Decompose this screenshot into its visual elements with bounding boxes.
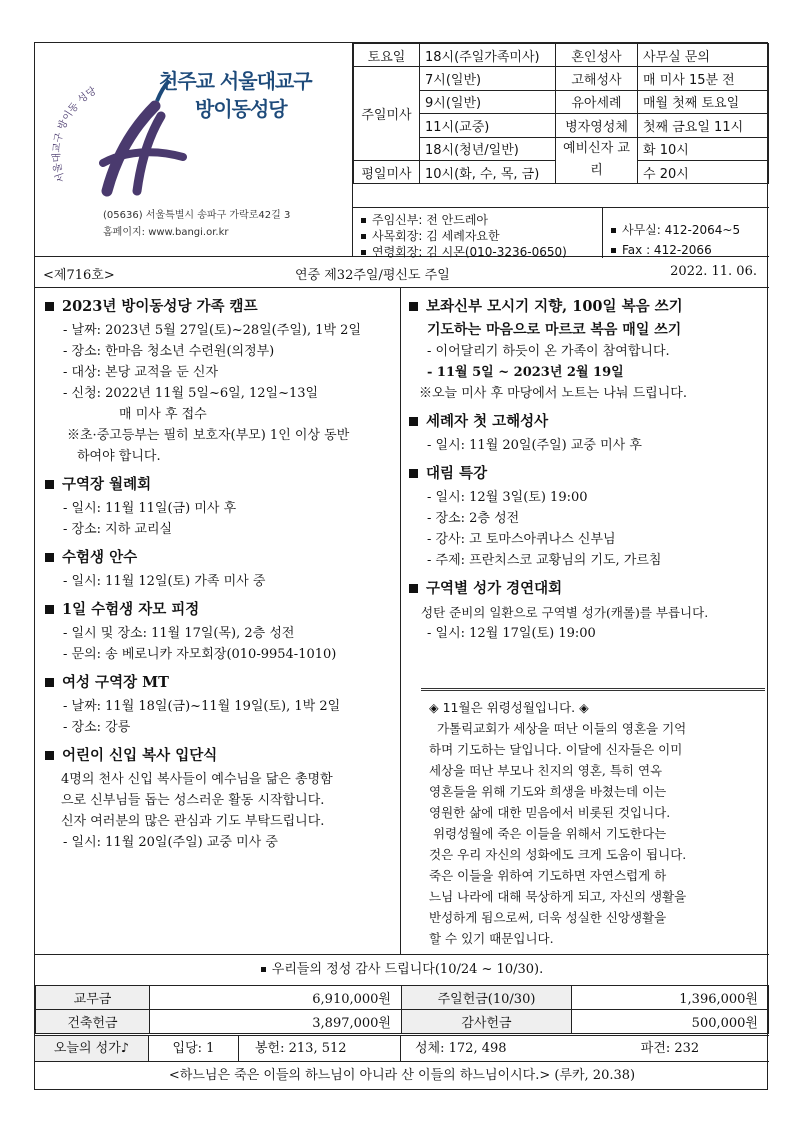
service-label: 고해성사	[556, 67, 638, 90]
offering-label: 교무금	[36, 986, 150, 1010]
notice-line: - 일시: 11월 11일(금) 미사 후	[63, 501, 237, 516]
offering-table	[35, 985, 769, 1034]
notice-title: 세례자 첫 고해성사	[409, 411, 763, 432]
sunday-mass-label: 주일미사	[354, 67, 420, 161]
notice-gospel-writing	[409, 296, 763, 404]
notice-line: - 장소: 강릉	[63, 720, 131, 735]
offering-value: 6,910,000원	[150, 986, 402, 1010]
square-bullet-icon	[409, 302, 418, 311]
office-contacts	[603, 208, 769, 260]
notice-note: 하여야 합니다.	[77, 449, 161, 464]
logo-curved-text: 서울대교구 방이동 성당	[51, 85, 99, 184]
notice-line: - 일시: 12월 3일(토) 19:00	[427, 490, 588, 505]
sunday-time: 11시(교중)	[420, 114, 556, 137]
notice-district-meeting	[45, 474, 394, 540]
saturday-label: 토요일	[354, 44, 420, 67]
saturday-time: 18시(주일가족미사)	[420, 44, 556, 67]
notice-line: - 일시 및 장소: 11월 17일(목), 2층 성전	[63, 626, 295, 641]
notice-first-confession	[409, 411, 763, 456]
box-line: 하며 기도하는 달입니다. 이달에 신자들은 이미	[429, 742, 683, 757]
square-bullet-icon	[409, 469, 418, 478]
scripture-quote: <하느님은 죽은 이들의 하느님이 아니라 산 이들의 하느님이시다.> (루카, 20.38)	[35, 1061, 769, 1091]
catechumen-time: 수 20시	[638, 160, 769, 183]
staff-item: 사목회장: 김 세례자요한	[361, 228, 602, 244]
contact-info	[353, 207, 769, 257]
notice-carol-contest	[409, 578, 763, 644]
box-line: 세상을 떠난 부모나 친지의 영혼, 특히 연옥	[429, 763, 663, 778]
table-row	[36, 986, 769, 1010]
notice-line: - 문의: 송 베로니카 자모회장(010-9954-1010)	[63, 647, 337, 662]
box-line: 영혼들을 위해 기도와 희생을 바쳤는데 이는	[429, 784, 667, 799]
notice-title: 1일 수험생 자모 피정	[45, 599, 394, 620]
issue-date: 2022. 11. 06.	[670, 264, 757, 279]
notice-note: ※초·중고등부는 필히 보호자(부모) 1인 이상 동반	[67, 428, 350, 443]
square-bullet-icon	[409, 584, 418, 593]
notice-title: 수험생 안수	[45, 547, 394, 568]
notice-title: 구역장 월례회	[45, 474, 394, 495]
office-phone: 사무실: 412-2064~5	[611, 220, 769, 240]
box-line: 느님 나라에 대해 묵상하게 되고, 자신의 생활을	[429, 889, 687, 904]
notice-line: - 날짜: 11월 18일(금)~11월 19일(토), 1박 2일	[63, 699, 341, 714]
notice-line: - 강사: 고 토마스아퀴나스 신부님	[427, 532, 616, 547]
offering-thanks: 우리들의 정성 감사 드립니다(10/24 ~ 10/30).	[35, 954, 769, 985]
notice-paragraph: 으로 신부님들 돕는 성스러운 활동 시작합니다.	[61, 793, 325, 808]
square-bullet-icon	[361, 234, 366, 239]
parish-name-line2: 방이동성당	[195, 97, 287, 121]
service-value: 첫째 금요일 11시	[638, 114, 769, 137]
notice-parents-retreat	[45, 599, 394, 665]
issue-title: 연중 제32주일/평신도 주일	[295, 268, 450, 283]
notice-altar-servers	[45, 745, 394, 853]
issue-number: <제716호>	[43, 268, 115, 283]
square-bullet-icon	[611, 228, 616, 233]
bulletin-page	[34, 42, 768, 1090]
offering-value: 3,897,000원	[150, 1010, 402, 1034]
square-bullet-icon	[409, 417, 418, 426]
notice-title: 여성 구역장 MT	[45, 672, 394, 693]
sunday-time: 18시(청년/일반)	[420, 137, 556, 160]
offering-label: 건축헌금	[36, 1010, 150, 1034]
box-line: 것은 우리 자신의 성화에도 크게 도움이 됩니다.	[429, 847, 687, 862]
notice-title: 보좌신부 모시기 지향, 100일 복음 쓰기	[409, 296, 763, 317]
box-line: 할 수 있기 때문입니다.	[429, 931, 554, 946]
offering-label: 감사헌금	[402, 1010, 572, 1034]
square-bullet-icon	[45, 302, 54, 311]
notice-paragraph: 4명의 천사 신입 복사들이 예수님을 닮은 총명함	[61, 772, 333, 787]
service-value: 매 미사 15분 전	[638, 67, 769, 90]
hymn-offertory: 봉헌: 213, 512	[239, 1036, 401, 1062]
notice-line: - 일시: 11월 12일(토) 가족 미사 중	[63, 574, 266, 589]
sunday-time: 9시(일반)	[420, 90, 556, 113]
notice-title: 구역별 성가 경연대회	[409, 578, 763, 599]
square-bullet-icon	[261, 967, 266, 972]
staff-item: 주임신부: 전 안드레아	[361, 212, 602, 228]
weekday-time: 10시(화, 수, 목, 금)	[420, 160, 556, 183]
notice-line: - 날짜: 2023년 5월 27일(토)~28일(주일), 1박 2일	[63, 323, 361, 338]
hymns-row	[35, 1035, 769, 1061]
catechumen-time: 화 10시	[638, 137, 769, 160]
service-label: 혼인성사	[556, 44, 638, 67]
notice-line: - 주제: 프란치스코 교황님의 기도, 가르침	[427, 553, 662, 568]
square-bullet-icon	[45, 553, 54, 562]
parish-address: (05636) 서울특별시 송파구 가락로42길 3	[103, 210, 291, 221]
square-bullet-icon	[361, 218, 366, 223]
box-line: 가톨릭교회가 세상을 떠난 이들의 영혼을 기억	[429, 721, 687, 736]
notice-line: 매 미사 후 접수	[119, 407, 207, 422]
notice-line: - 대상: 본당 교적을 둔 신자	[63, 365, 219, 380]
notice-title: 어린이 신입 복사 입단식	[45, 745, 394, 766]
right-column	[401, 288, 769, 954]
table-row	[36, 1010, 769, 1034]
left-column	[35, 288, 401, 954]
staff-list	[353, 208, 603, 258]
offering-value: 500,000원	[572, 1010, 769, 1034]
square-bullet-icon	[45, 480, 54, 489]
mass-schedule-table	[353, 43, 769, 184]
issue-bar	[35, 257, 769, 288]
box-line: 죽은 이들을 위하여 기도하면 자연스럽게 하	[429, 868, 667, 883]
catechumen-label: 예비신자 교리	[556, 137, 638, 184]
hymn-dismissal: 파견: 232	[640, 1041, 700, 1056]
service-label: 병자영성체	[556, 114, 638, 137]
sunday-time: 7시(일반)	[420, 67, 556, 90]
service-label: 유아세례	[556, 90, 638, 113]
notice-subtitle: 기도하는 마음으로 마르코 복음 매일 쓰기	[427, 322, 682, 338]
all-souls-month-box	[421, 688, 765, 949]
hymn-communion: 성체: 172, 498	[415, 1041, 507, 1056]
weekday-mass-label: 평일미사	[354, 160, 420, 183]
offering-value: 1,396,000원	[572, 986, 769, 1010]
notice-note: ※오늘 미사 후 마당에서 노트는 나눠 드립니다.	[419, 386, 687, 401]
notice-line: - 장소: 지하 교리실	[63, 522, 173, 537]
square-bullet-icon	[45, 678, 54, 687]
notice-advent-lecture	[409, 463, 763, 571]
square-bullet-icon	[45, 605, 54, 614]
notice-title: 대림 특강	[409, 463, 763, 484]
service-value: 매월 첫째 토요일	[638, 90, 769, 113]
service-value: 사무실 문의	[638, 44, 769, 67]
hymn-entrance: 입당: 1	[149, 1036, 239, 1062]
notice-paragraph: 신자 여러분의 많은 관심과 기도 부탁드립니다.	[61, 814, 325, 829]
notice-line: - 11월 5일 ~ 2023년 2월 19일	[427, 365, 624, 380]
box-title: ◈ 11월은 위령성월입니다. ◈	[429, 700, 589, 715]
office-fax: Fax : 412-2066	[611, 240, 769, 260]
parish-homepage: 홈페이지: www.bangi.or.kr	[103, 227, 229, 238]
parish-name-line1: 천주교 서울대교구	[159, 69, 312, 93]
notice-line: - 일시: 12월 17일(토) 19:00	[427, 626, 596, 641]
notice-paragraph: 성탄 준비의 일환으로 구역별 성가(캐롤)를 부릅니다.	[421, 605, 709, 620]
box-line: 영원한 삶에 대한 믿음에서 비롯된 것입니다.	[429, 805, 671, 820]
notice-line: - 일시: 11월 20일(주일) 교중 미사 중	[63, 835, 278, 850]
parish-logo-area	[35, 43, 353, 257]
notice-line: - 일시: 11월 20일(주일) 교중 미사 후	[427, 438, 642, 453]
offering-label: 주일헌금(10/30)	[402, 986, 572, 1010]
square-bullet-icon	[361, 250, 366, 255]
notice-line: - 신청: 2022년 11월 5일~6일, 12일~13일	[63, 386, 319, 401]
square-bullet-icon	[45, 751, 54, 760]
box-line: 반성하게 됨으로써, 더욱 성실한 신앙생활을	[429, 910, 667, 925]
notice-title: 2023년 방이동성당 가족 캠프	[45, 296, 394, 317]
notice-line: - 장소: 2층 성전	[427, 511, 520, 526]
square-bullet-icon	[611, 248, 616, 253]
hymns-label: 오늘의 성가♪	[35, 1036, 149, 1062]
notice-women-mt	[45, 672, 394, 738]
bulletin-header	[35, 43, 769, 257]
box-line: 위령성월에 죽은 이들을 위해서 기도한다는	[429, 826, 667, 841]
parish-address-block	[103, 207, 290, 241]
notice-family-camp	[45, 296, 394, 467]
notice-line: - 장소: 한마음 청소년 수련원(의정부)	[63, 344, 275, 359]
staff-item: 연령회장: 김 시몬(010-3236-0650)	[361, 244, 602, 260]
notice-exam-blessing	[45, 547, 394, 592]
notice-line: - 이어달리기 하듯이 온 가족이 참여합니다.	[427, 344, 670, 359]
